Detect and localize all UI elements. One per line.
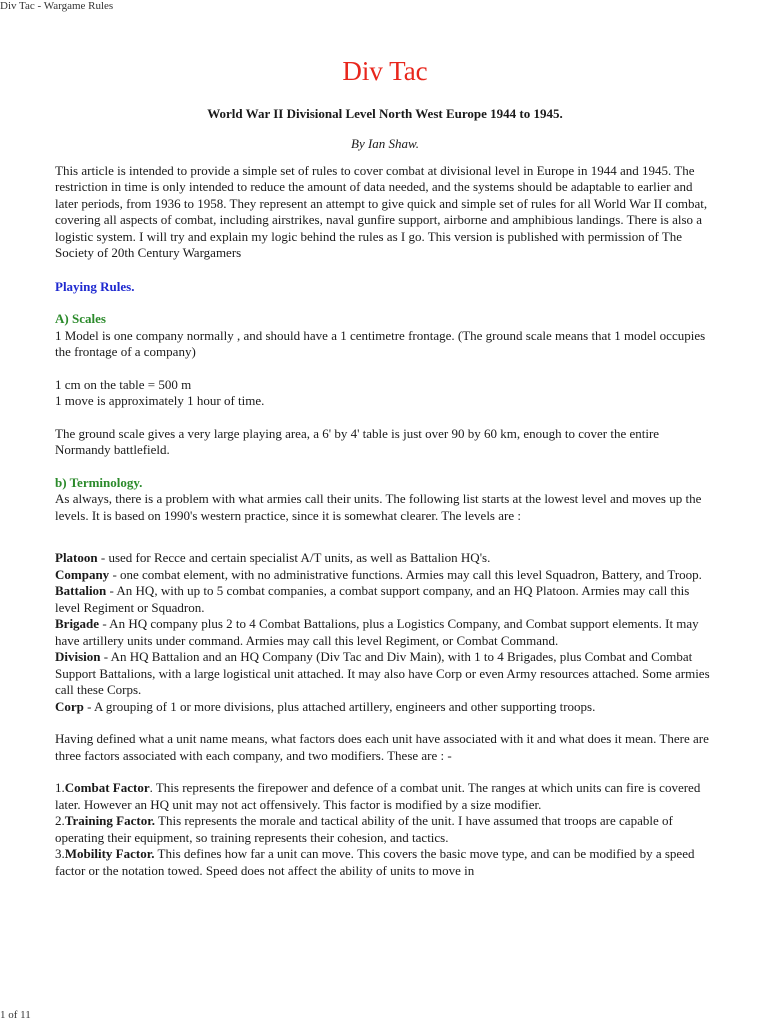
term-item	[55, 616, 715, 649]
term-text: - An HQ, with up to 5 combat companies, a combat support company, and an HQ Platoon. Armies may call this level Regiment or Squadron.	[55, 583, 690, 615]
factor-item	[55, 846, 715, 879]
factor-number: 3.	[55, 846, 65, 861]
terms-list	[55, 550, 715, 715]
document-subtitle: World War II Divisional Level North West Europe 1944 to 1945.	[207, 106, 563, 121]
intro-paragraph: This article is intended to provide a simple set of rules to cover combat at divisional level in Europe in 1944 and 1945. The restriction in time is only intended to reduce the amount of data needed, and the systems should be adaptable to earlier and later periods, from 1936 to 1958. They represent an attempt to give quick and simple set of rules for all World War II combat, covering all aspects of combat, including airstrikes, naval gunfire support, airborne and amphibious landings. There is also a logistic system. I will try and explain my logic behind the rules as I go. This version is published with permission of The Society of 20th Century Wargamers	[55, 162, 708, 260]
factor-name: Combat Factor	[64, 780, 150, 795]
playing-rules-heading: Playing Rules.	[55, 278, 135, 294]
scale-line-time: 1 move is approximately 1 hour of time.	[55, 393, 265, 408]
term-name: Brigade	[55, 616, 100, 631]
factors-intro-paragraph: Having defined what a unit name means, what factors does each unit have associated with it and what does it mean. There are three factors associated with each company, and two modifiers. These are : -	[55, 731, 709, 763]
term-name: Company	[55, 566, 110, 582]
factor-item	[55, 813, 715, 846]
page-header: Div Tac - Wargame Rules	[0, 0, 114, 12]
document-title: Div Tac	[342, 56, 428, 86]
term-text: - A grouping of 1 or more divisions, plus attached artillery, engineers and other supporting troops.	[83, 698, 596, 714]
factor-text: This represents the morale and tactical ability of the unit. I have assumed that troops are capable of operating their equipment, so training represents their cohesion, and tactics.	[55, 813, 673, 845]
term-name: Division	[55, 649, 101, 664]
factor-number: 1.	[55, 780, 65, 795]
term-item	[55, 583, 715, 616]
terminology-paragraph: As always, there is a problem with what armies call their units. The following list starts at the lowest level and moves up the levels. It is based on 1990's western practice, since it is somewhat clearer. The levels are :	[55, 491, 702, 523]
page-counter: 1 of 11	[0, 1009, 31, 1021]
term-text: - used for Recce and certain specialist A/T units, as well as Battalion HQ's.	[97, 550, 491, 565]
scales-paragraph: 1 Model is one company normally , and should have a 1 centimetre frontage. (The ground scale means that 1 model occupies the frontage of a company)	[55, 327, 706, 359]
term-name: Battalion	[55, 583, 107, 598]
factor-name: Training Factor.	[64, 813, 156, 828]
terminology-heading: b) Terminology.	[55, 474, 143, 490]
term-item	[55, 567, 715, 584]
factor-item	[55, 780, 715, 813]
document-body	[55, 56, 715, 879]
term-name: Corp	[55, 698, 84, 714]
term-text: - An HQ Battalion and an HQ Company (Div Tac and Div Main), with 1 to 4 Brigades, plus Combat and Combat Support Battalions, with a large logistical unit attached. It may also have Corp or even Army resources attached. Some armies call these Corps.	[55, 649, 710, 697]
author-byline: By Ian Shaw.	[351, 136, 419, 151]
term-name: Platoon	[55, 550, 98, 565]
term-item	[55, 699, 715, 716]
term-text: - An HQ company plus 2 to 4 Combat Battalions, plus a Logistics Company, and Combat support elements. It may have artillery units under command. Armies may call this level Regiment, or Combat Command.	[55, 616, 699, 648]
scales-heading: A) Scales	[55, 311, 106, 326]
factor-name: Mobility Factor.	[64, 846, 155, 861]
factor-text: . This represents the firepower and defence of a combat unit. The ranges at which units can fire is covered later. However an HQ unit may not act offensively. This factor is modified by a size modifier.	[55, 780, 701, 812]
factor-number: 2.	[55, 813, 65, 828]
term-text: - one combat element, with no administrative functions. Armies may call this level Squadron, Battery, and Troop.	[109, 566, 702, 582]
term-item	[55, 649, 715, 699]
factors-list	[55, 780, 715, 879]
scale-line-distance: 1 cm on the table = 500 m	[55, 376, 192, 392]
factor-text: This defines how far a unit can move. This covers the basic move type, and can be modified by a speed factor or the notation towed. Speed does not affect the ability of units to move in	[55, 846, 695, 878]
term-item	[55, 550, 715, 567]
ground-scale-paragraph: The ground scale gives a very large playing area, a 6' by 4' table is just over 90 by 60 km, enough to cover the entire Normandy battlefield.	[55, 425, 660, 457]
